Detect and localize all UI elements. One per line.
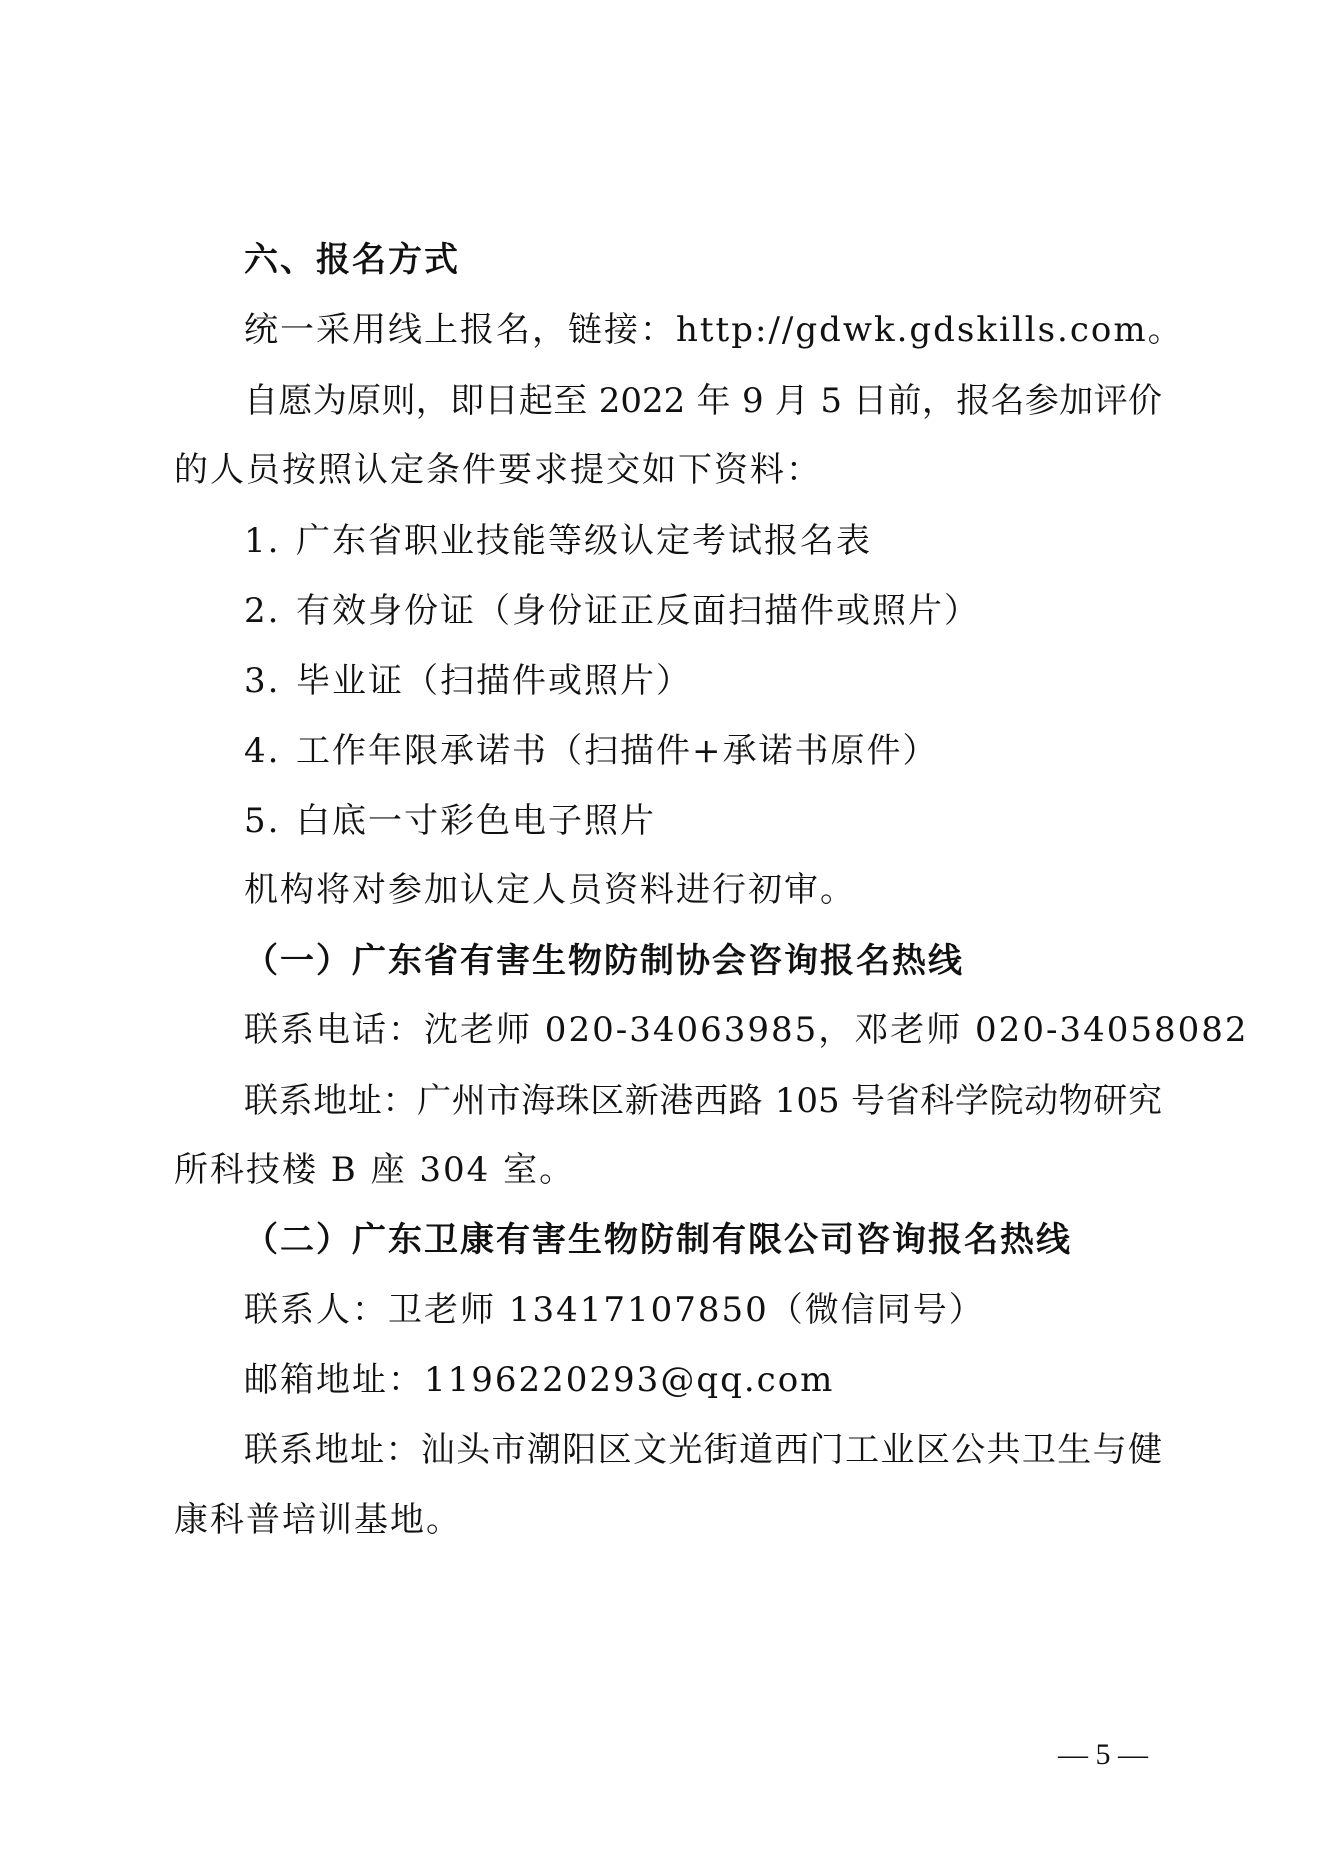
material-item-4 bbox=[244, 729, 939, 773]
material-item-number: 3. bbox=[244, 661, 281, 701]
org1-phone-line: 联系电话：沈老师 020-34063985，邓老师 020-34058082 bbox=[244, 1010, 1249, 1050]
org1-address-line-2: 所科技楼 B 座 304 室。 bbox=[174, 1150, 576, 1190]
section-title: 六、报名方式 bbox=[244, 240, 460, 280]
material-item-number: 2. bbox=[244, 591, 281, 631]
material-item-5 bbox=[244, 799, 656, 843]
org2-email-line[interactable]: 邮箱地址：1196220293@qq.com bbox=[244, 1360, 835, 1400]
page-number: — 5 — bbox=[1058, 1738, 1148, 1771]
principle-line-1: 自愿为原则，即日起至 2022 年 9 月 5 日前，报名参加评价 bbox=[244, 381, 1162, 421]
org2-address-line-2: 康科普培训基地。 bbox=[174, 1500, 462, 1540]
material-item-text: 毕业证（扫描件或照片） bbox=[296, 661, 692, 701]
org2-heading: （二）广东卫康有害生物防制有限公司咨询报名热线 bbox=[244, 1220, 1072, 1260]
material-item-text: 广东省职业技能等级认定考试报名表 bbox=[296, 521, 872, 561]
principle-line-2: 的人员按照认定条件要求提交如下资料： bbox=[174, 450, 822, 490]
registration-link-line[interactable]: 统一采用线上报名，链接：http://gdwk.gdskills.com。 bbox=[244, 310, 1184, 350]
org1-address-line-1: 联系地址：广州市海珠区新港西路 105 号省科学院动物研究 bbox=[244, 1081, 1162, 1121]
org1-heading: （一）广东省有害生物防制协会咨询报名热线 bbox=[244, 941, 964, 981]
material-item-number: 4. bbox=[244, 731, 281, 771]
material-item-2 bbox=[244, 589, 980, 633]
review-line: 机构将对参加认定人员资料进行初审。 bbox=[244, 870, 856, 910]
org2-contact-line: 联系人：卫老师 13417107850（微信同号） bbox=[244, 1290, 985, 1330]
material-item-number: 5. bbox=[244, 801, 281, 841]
material-item-1 bbox=[244, 519, 872, 563]
material-item-3 bbox=[244, 659, 692, 703]
material-item-text: 工作年限承诺书（扫描件+承诺书原件） bbox=[296, 731, 939, 771]
material-item-number: 1. bbox=[244, 521, 281, 561]
material-item-text: 有效身份证（身份证正反面扫描件或照片） bbox=[296, 591, 980, 631]
material-item-text: 白底一寸彩色电子照片 bbox=[296, 801, 656, 841]
org2-address-line-1: 联系地址：汕头市潮阳区文光街道西门工业区公共卫生与健 bbox=[244, 1430, 1162, 1470]
